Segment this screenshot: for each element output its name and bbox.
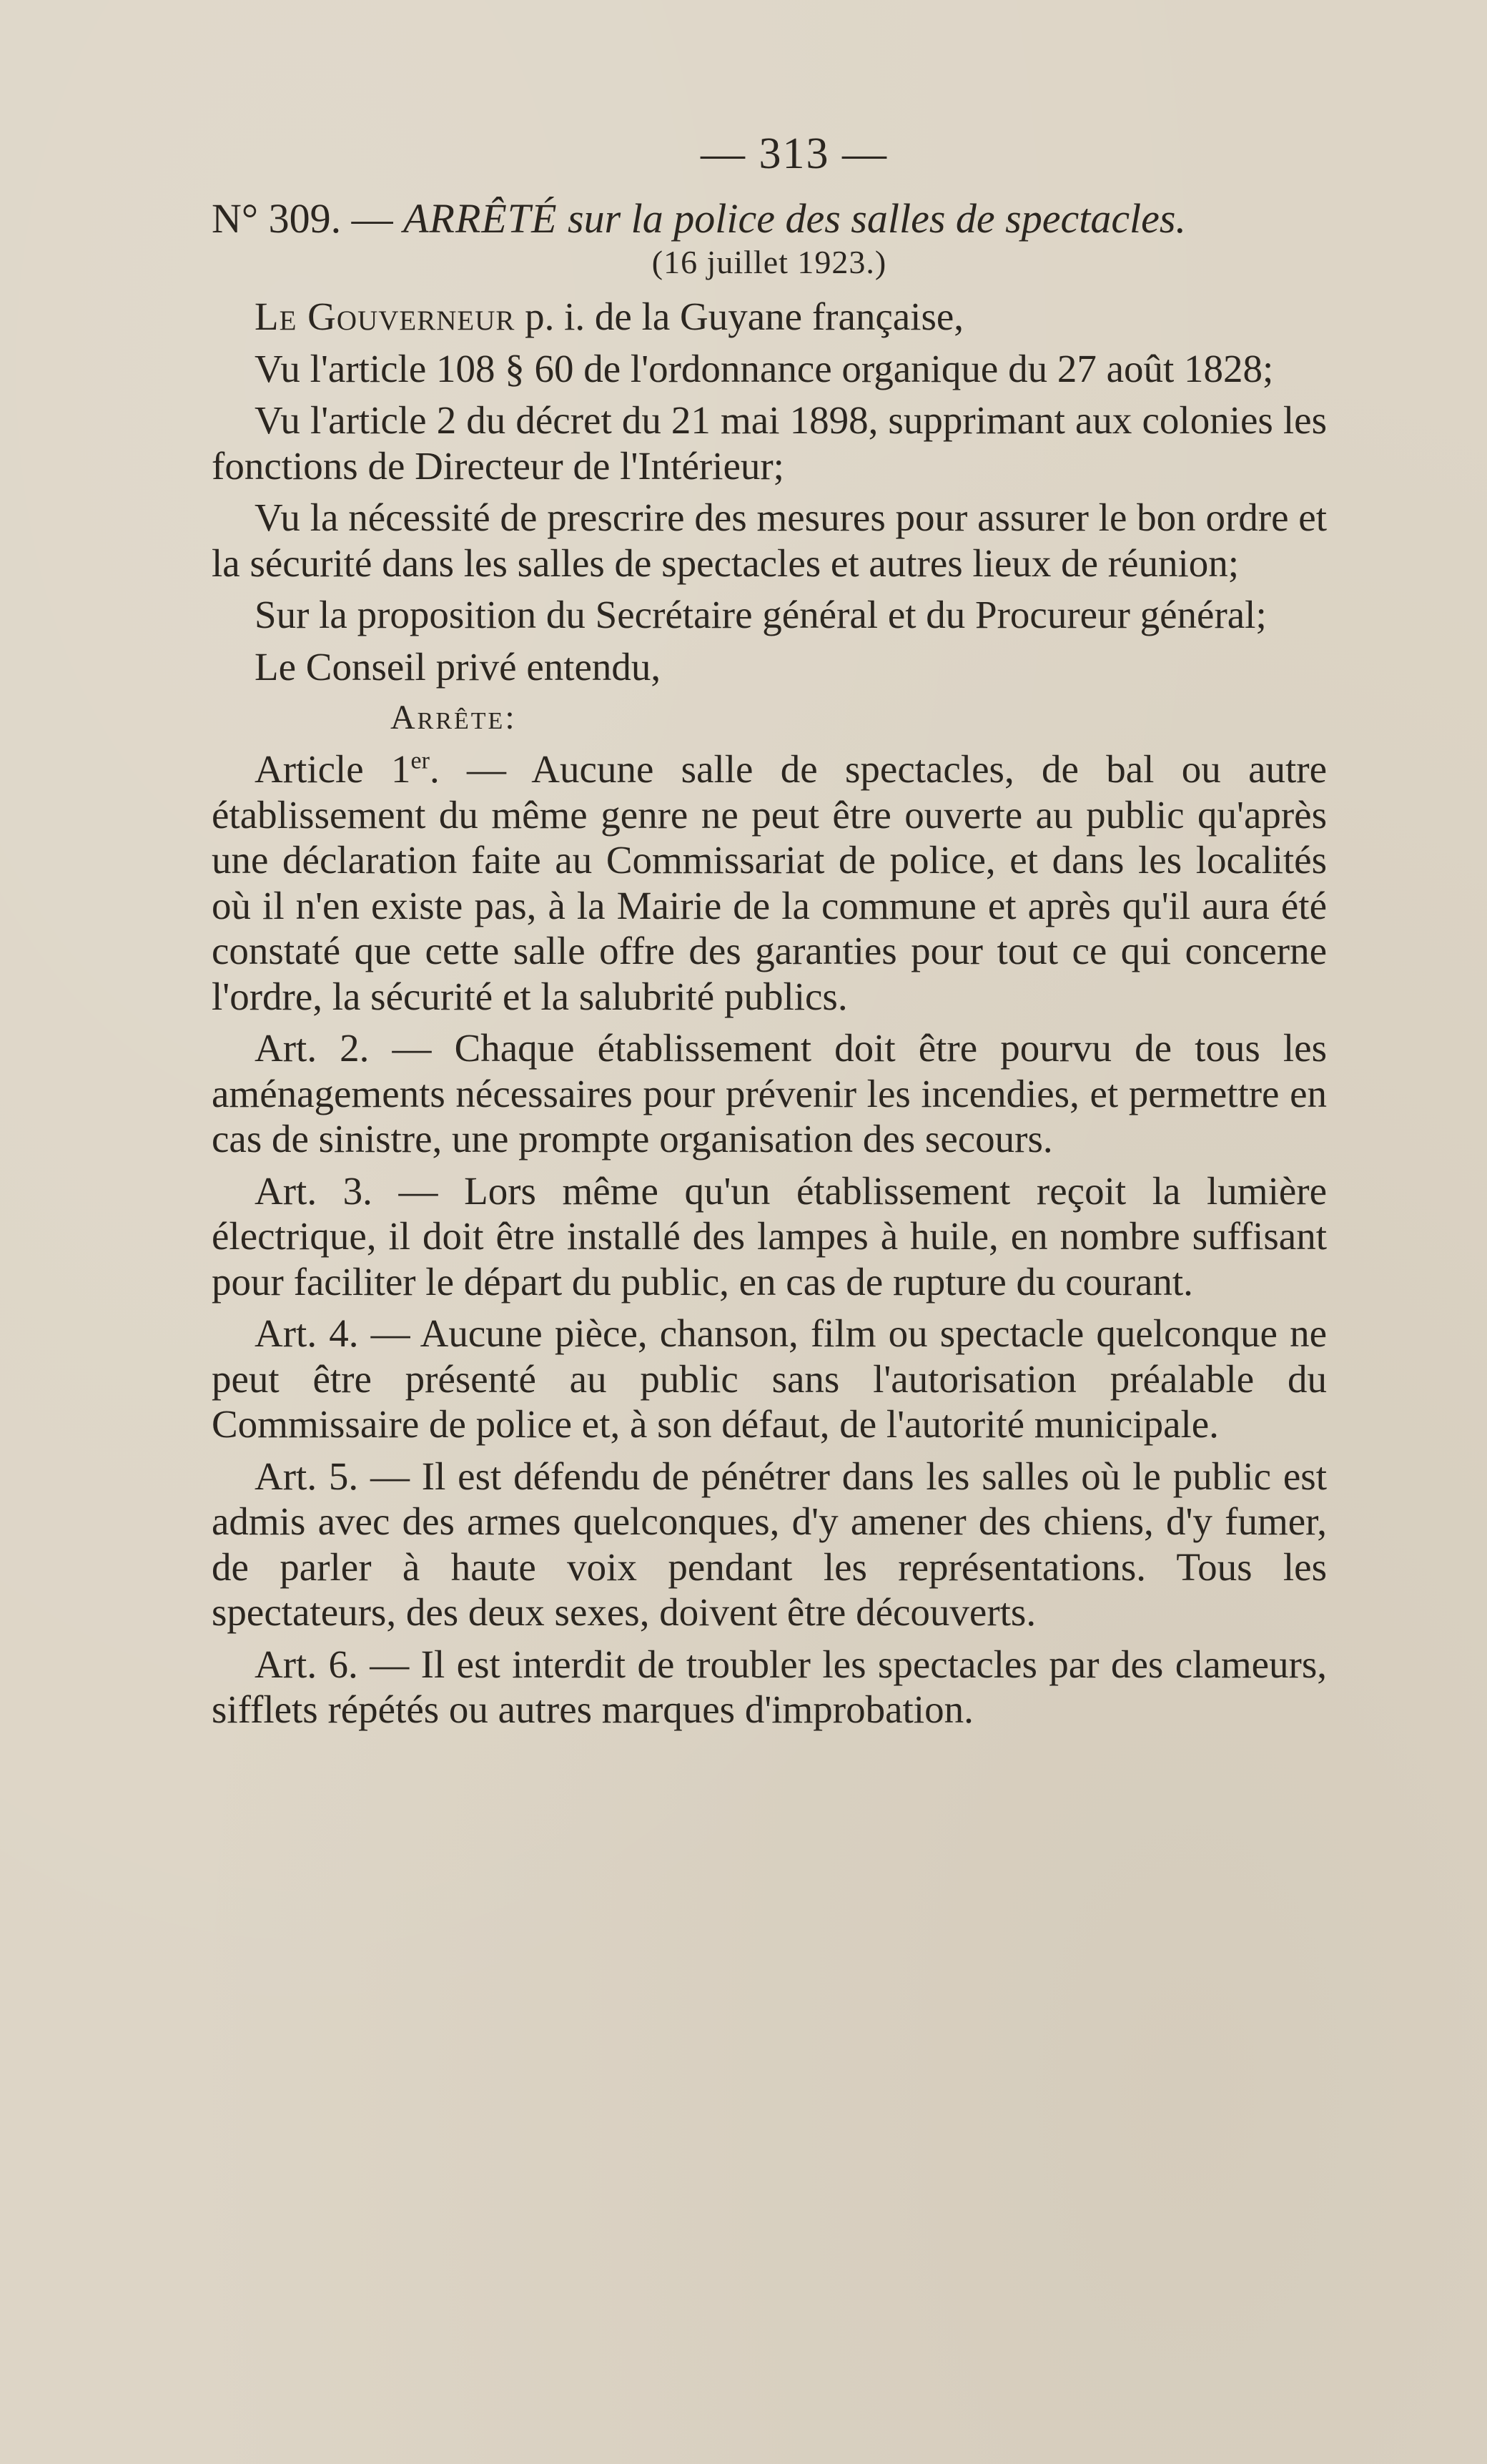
- preamble-conseil: Le Conseil privé entendu,: [255, 644, 661, 689]
- heading-dash: —: [341, 195, 404, 242]
- article-1-text: . — Aucune salle de spectacles, de bal ou autre établissement du même genre ne peut être ouverte au public qu'après une déclaration faite au Commissariat de police, et dans les localités où il n'en existe pas, à la Mairie de la commune et après qu'il aura été constaté que cette salle offre des garanties pour tout ce qui concerne l'ordre, la sécurité et la salubrité publics.: [212, 747, 1327, 1018]
- preamble-vu-2: Vu l'article 2 du décret du 21 mai 1898, supprimant aux colonies les fonctions de Directeur de l'Intérieur;: [212, 398, 1327, 488]
- document-date: (16 juillet 1923.): [651, 244, 887, 280]
- preamble-sur: Sur la proposition du Secrétaire général et du Procureur général;: [255, 593, 1267, 636]
- article-4: Art. 4. — Aucune pièce, chanson, film ou spectacle quelconque ne peut être présenté au public sans l'autorisation préalable du Commissaire de police et, à son défaut, de l'autorité municipale.: [212, 1311, 1327, 1446]
- preamble-vu-1: Vu l'article 108 § 60 de l'ordonnance organique du 27 août 1828;: [255, 346, 1274, 390]
- article-3: Art. 3. — Lors même qu'un établissement reçoit la lumière électrique, il doit être installé des lampes à huile, en nombre suffisant pour faciliter le départ du public, en cas de rupture du courant.: [212, 1168, 1327, 1304]
- arrete-label: Arrête:: [390, 699, 517, 736]
- article-5: Art. 5. — Il est défendu de pénétrer dans les salles où le public est admis avec des armes quelconques, d'y amener des chiens, d'y fumer, de parler à haute voix pendant les représentations. Tous les spectateurs, des deux sexes, doivent être découverts.: [212, 1454, 1327, 1634]
- article-6: Art. 6. — Il est interdit de troubler les spectacles par des clameurs, sifflets répétés ou autres marques d'improbation.: [212, 1642, 1327, 1731]
- preamble-gouverneur: [212, 294, 1327, 340]
- document-page: [212, 129, 1327, 1739]
- page-number: — 313 —: [701, 129, 888, 178]
- article-1: [212, 746, 1327, 1019]
- article-1-label: Article 1: [255, 747, 411, 791]
- preamble-vu-3: Vu la nécessité de prescrire des mesures pour assurer le bon ordre et la sécurité dans les salles de spectacles et autres lieux de réunion;: [212, 496, 1327, 585]
- gouverneur-rest: p. i. de la Guyane française,: [515, 295, 964, 338]
- heading-number: N° 309.: [212, 195, 342, 242]
- article-2: Art. 2. — Chaque établissement doit être pourvu de tous les aménagements nécessaires pour prévenir les incendies, et permettre en cas de sinistre, une prompte organisation des secours.: [212, 1026, 1327, 1160]
- gouverneur-caps: Le Gouverneur: [255, 295, 515, 338]
- heading-title: sur la police des salles de spectacles.: [557, 195, 1186, 242]
- article-1-sup: er: [410, 747, 430, 774]
- heading-title-caps: ARRÊTÉ: [403, 195, 558, 242]
- document-heading: [212, 195, 1327, 242]
